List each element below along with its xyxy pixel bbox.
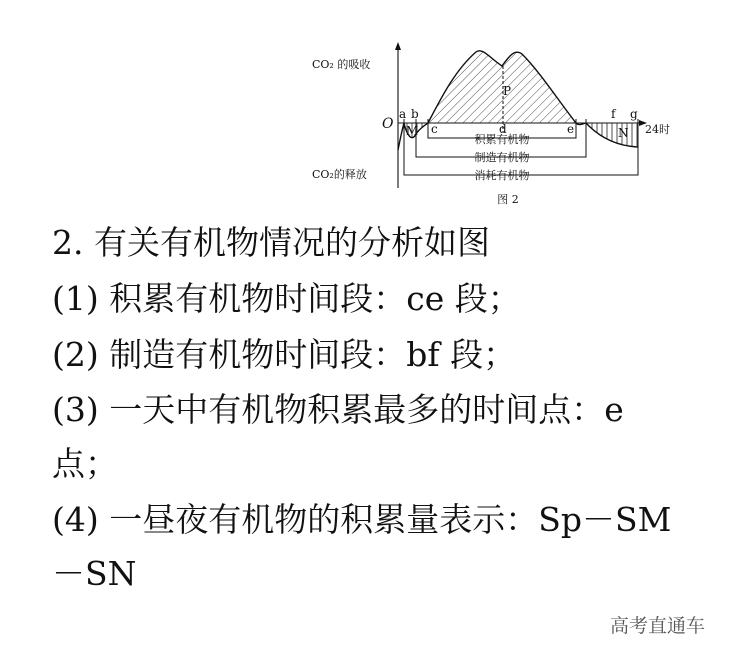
item-4-continued-line: －SN [52,554,137,593]
point-g-label: g [630,107,638,121]
point-f-label: f [611,107,616,121]
region-m-label: M [406,124,419,138]
y-axis-arrow [395,42,401,50]
item-2-line: (2) 制造有机物时间段：bf 段； [52,335,517,374]
point-e-label: e [567,122,575,136]
figure-caption: 图 2 [497,193,519,206]
y-axis-top-label: CO₂ 的吸收 [312,58,371,71]
region-n-area [586,123,638,147]
bracket-accumulate-label: 积累有机物 [474,133,530,146]
point-c-label: c [431,122,438,136]
point-d-label: d [499,122,507,136]
point-b-label: b [411,107,419,121]
region-n-label: N [618,126,629,140]
item-1-line: (1) 积累有机物时间段：ce 段； [52,279,521,318]
y-axis-bottom-label: CO₂的释放 [312,168,367,181]
region-p-label: P [503,84,512,98]
bracket-consume-label: 消耗有机物 [474,169,530,182]
origin-label: O [382,116,394,132]
x-end-label: 24时 [645,123,670,136]
item-3-continued-line: 点； [52,444,118,483]
point-a-label: a [399,107,407,121]
watermark: 高考直通车 [610,615,706,637]
bracket-produce-label: 制造有机物 [474,151,530,164]
heading-line: 2. 有关有机物情况的分析如图 [52,223,490,262]
item-3-line: (3) 一天中有机物积累最多的时间点：e [52,390,624,429]
item-4-line: (4) 一昼夜有机物的积累量表示：Sp－SM [52,500,672,539]
photosynthesis-diagram [0,0,750,215]
region-p-area [428,51,576,123]
